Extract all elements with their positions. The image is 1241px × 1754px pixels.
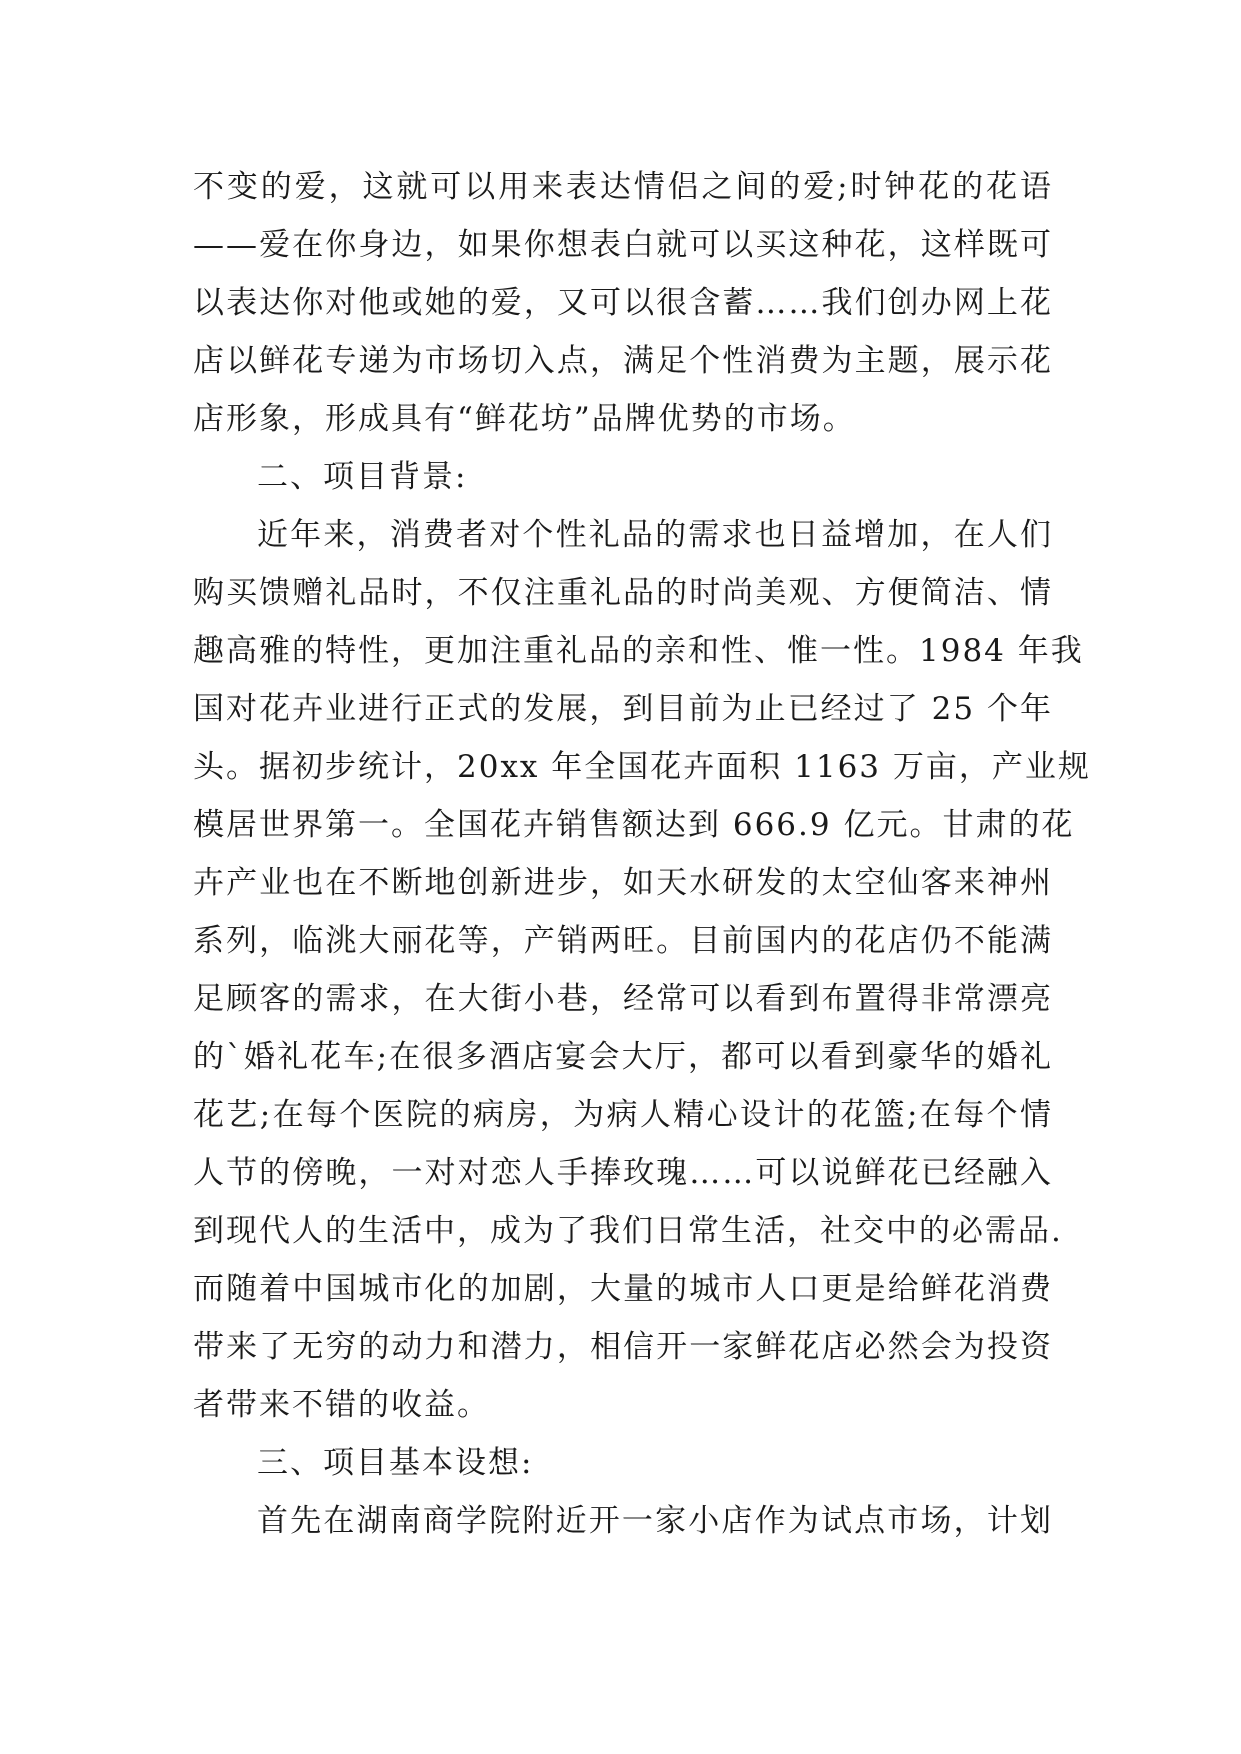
text-line: 店以鲜花专递为市场切入点，满足个性消费为主题，展示花 (193, 343, 1053, 379)
paragraph-basic-plan (193, 1492, 1053, 1550)
heading-line: 三、项目基本设想: (257, 1445, 534, 1481)
text-line: 带来了无穷的动力和潜力，相信开一家鲜花店必然会为投资 (193, 1329, 1053, 1365)
text-line: 购买馈赠礼品时，不仅注重礼品的时尚美观、方便简洁、情 (193, 575, 1053, 611)
text-line: 店形象，形成具有“鲜花坊”品牌优势的市场。 (193, 401, 856, 437)
text-line: 近年来，消费者对个性礼品的需求也日益增加，在人们 (257, 517, 1053, 553)
text-line: 的`婚礼花车;在很多酒店宴会大厅，都可以看到豪华的婚礼 (193, 1039, 1053, 1075)
text-line: 以表达你对他或她的爱，又可以很含蓄……我们创办网上花 (193, 285, 1053, 321)
text-line: 模居世界第一。全国花卉销售额达到 666.9 亿元。甘肃的花 (193, 807, 1075, 843)
text-line: 国对花卉业进行正式的发展，到目前为止已经过了 25 个年 (193, 691, 1053, 727)
heading-line: 二、项目背景: (257, 459, 468, 495)
text-line: 系列，临洮大丽花等，产销两旺。目前国内的花店仍不能满 (193, 923, 1053, 959)
text-line: 足顾客的需求，在大街小巷，经常可以看到布置得非常漂亮 (193, 981, 1053, 1017)
text-line: 头。据初步统计，20xx 年全国花卉面积 1163 万亩，产业规 (193, 749, 1091, 785)
text-line: 者带来不错的收益。 (193, 1387, 490, 1423)
text-line: 而随着中国城市化的加剧，大量的城市人口更是给鲜花消费 (193, 1271, 1053, 1307)
section-heading-basic-plan (193, 1434, 1053, 1492)
text-line: 到现代人的生活中，成为了我们日常生活，社交中的必需品. (193, 1213, 1063, 1249)
text-line: 人节的傍晚，一对对恋人手捧玫瑰……可以说鲜花已经融入 (193, 1155, 1053, 1191)
text-line: 不变的爱，这就可以用来表达情侣之间的爱;时钟花的花语 (193, 169, 1053, 205)
document-body (193, 158, 1091, 1550)
text-line: 花艺;在每个医院的病房，为病人精心设计的花篮;在每个情 (193, 1097, 1053, 1133)
section-heading-background (193, 448, 1053, 506)
text-line: 趣高雅的特性，更加注重礼品的亲和性、惟一性。1984 年我 (193, 633, 1084, 669)
text-line: 卉产业也在不断地创新进步，如天水研发的太空仙客来神州 (193, 865, 1053, 901)
paragraph-background (193, 506, 1091, 1434)
text-line: 首先在湖南商学院附近开一家小店作为试点市场，计划 (257, 1503, 1053, 1539)
paragraph-intro-continued (193, 158, 1053, 448)
text-line: ——爱在你身边，如果你想表白就可以买这种花，这样既可 (193, 227, 1053, 263)
